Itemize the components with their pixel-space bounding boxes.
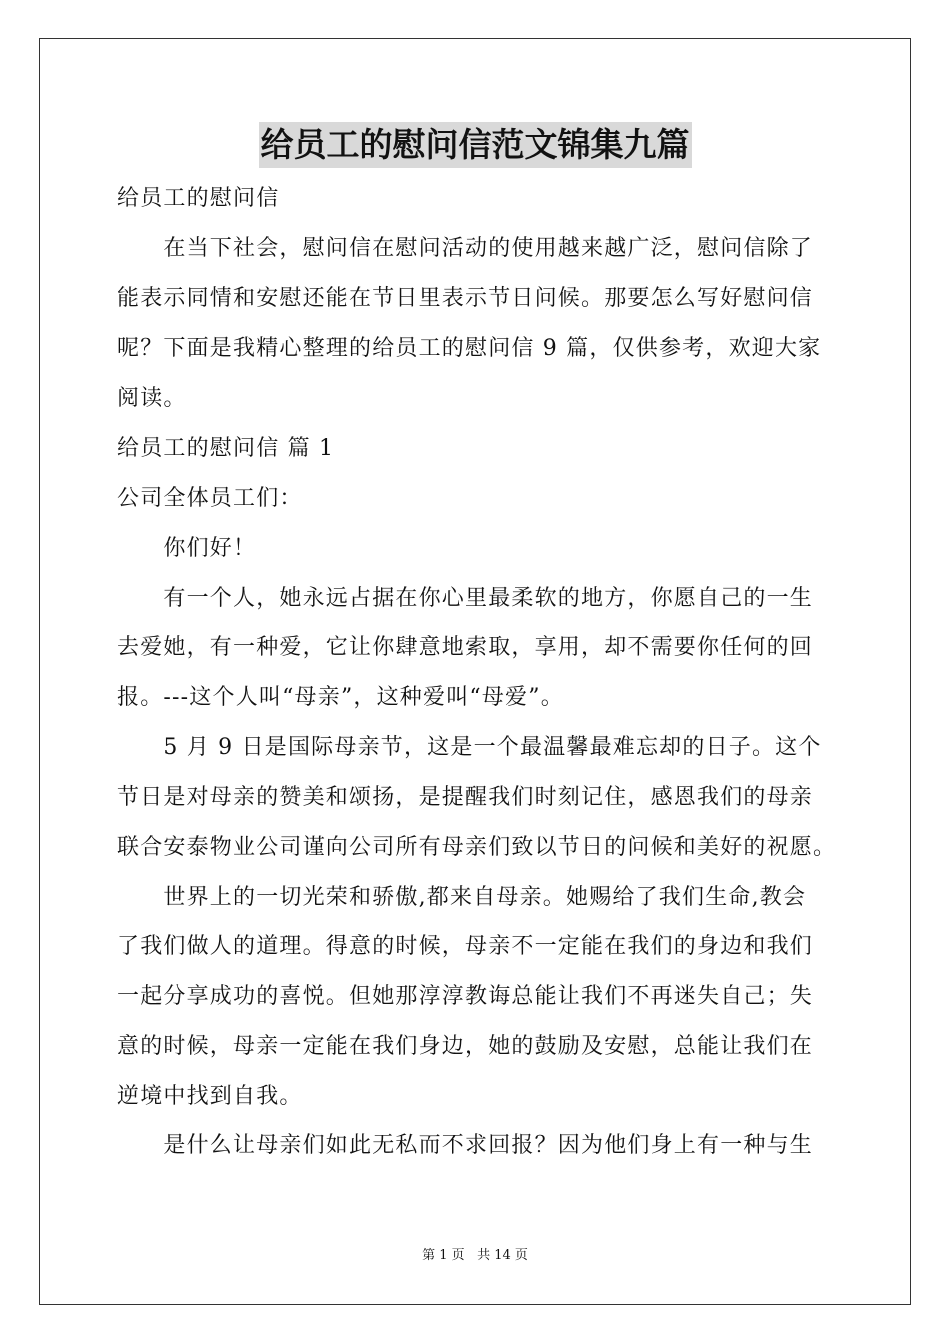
paragraph-line: 在当下社会，慰问信在慰问活动的使用越来越广泛，慰问信除了: [117, 236, 814, 261]
page-number: 第 1 页: [422, 1248, 465, 1263]
paragraph-line: 了我们做人的道理。得意的时候，母亲不一定能在我们的身边和我们: [117, 934, 814, 959]
section-heading: 给员工的慰问信 篇 1: [117, 436, 335, 461]
paragraph-line: 呢？下面是我精心整理的给员工的慰问信 9 篇，仅供参考，欢迎大家: [117, 336, 822, 361]
greeting: 你们好！: [117, 536, 257, 561]
paragraph-line: 节日是对母亲的赞美和颂扬，是提醒我们时刻记住，感恩我们的母亲: [117, 785, 814, 810]
title-container: [0, 122, 950, 168]
paragraph-line: 报。---这个人叫“母亲”，这种爱叫“母爱”。: [117, 685, 564, 710]
paragraph-line: 有一个人，她永远占据在你心里最柔软的地方，你愿自己的一生: [117, 586, 814, 611]
paragraph-line: 去爱她，有一种爱，它让你肆意地索取，享用，却不需要你任何的回: [117, 635, 814, 660]
paragraph-line: 联合安泰物业公司谨向公司所有母亲们致以节日的问候和美好的祝愿。: [117, 835, 837, 860]
paragraph-line: 逆境中找到自我。: [117, 1084, 303, 1109]
page-total: 共 14 页: [477, 1248, 528, 1263]
paragraph-line: 能表示同情和安慰还能在节日里表示节日问候。那要怎么写好慰问信: [117, 286, 814, 311]
salutation: 公司全体员工们：: [117, 486, 303, 511]
paragraph-line: 世界上的一切光荣和骄傲,都来自母亲。她赐给了我们生命,教会: [117, 885, 807, 910]
section-heading: 给员工的慰问信: [117, 186, 280, 211]
document-title: 给员工的慰问信范文锦集九篇: [259, 122, 692, 168]
page-border: [39, 38, 911, 1305]
paragraph-line: 是什么让母亲们如此无私而不求回报？因为他们身上有一种与生: [117, 1133, 814, 1158]
paragraph-line: 阅读。: [117, 386, 187, 411]
paragraph-line: 意的时候，母亲一定能在我们身边，她的鼓励及安慰，总能让我们在: [117, 1034, 814, 1059]
paragraph-line: 一起分享成功的喜悦。但她那淳淳教诲总能让我们不再迷失自己；失: [117, 984, 814, 1009]
paragraph-line: 5 月 9 日是国际母亲节，这是一个最温馨最难忘却的日子。这个: [117, 735, 822, 760]
page-footer: [0, 1246, 950, 1266]
